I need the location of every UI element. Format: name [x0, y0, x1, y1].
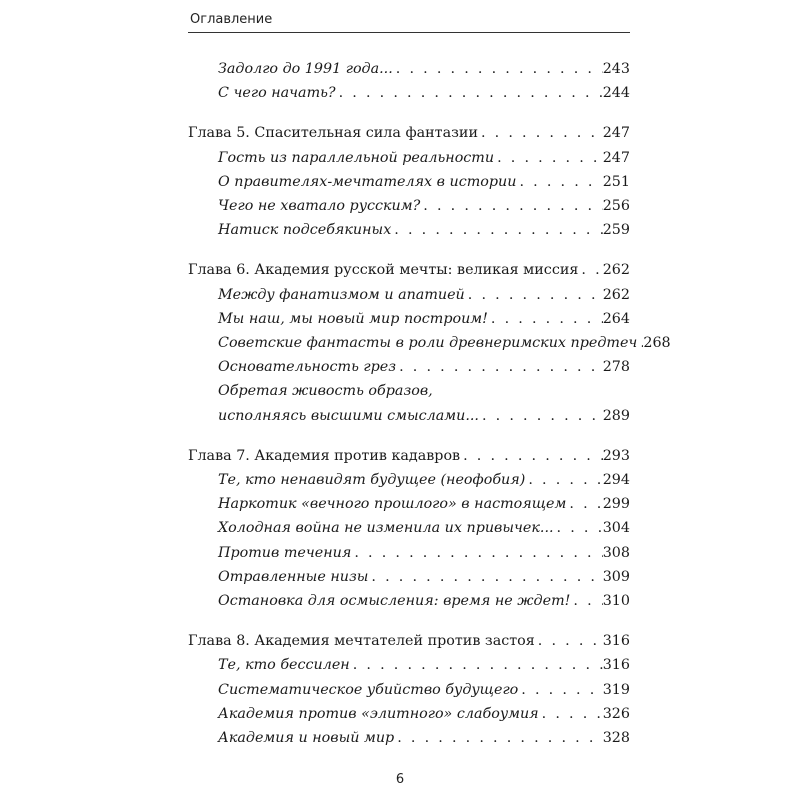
toc-chapter-group [188, 57, 630, 105]
toc-chapter-heading [188, 444, 630, 468]
toc-chapter-heading [188, 121, 630, 145]
entry-page-number: 259 [602, 222, 630, 239]
entry-title: Натиск подсебякиных [218, 222, 392, 239]
toc-entry [188, 81, 630, 105]
entry-page-number: 310 [602, 593, 630, 610]
entry-page-number: 262 [602, 286, 630, 303]
chapter-title: Глава 6. Академия русской мечты: великая миссия [188, 262, 579, 279]
dot-leader [350, 653, 603, 677]
dot-leader [368, 565, 602, 589]
toc-entry [188, 218, 630, 242]
dot-leader [516, 170, 602, 194]
toc-entry [188, 355, 630, 379]
entry-page-number: 244 [602, 85, 630, 102]
entry-title: Академия и новый мир [218, 730, 395, 747]
toc-entry [188, 702, 630, 726]
chapter-title: Глава 7. Академия против кадавров [188, 447, 461, 464]
toc-chapter-group [188, 258, 671, 427]
dot-leader [465, 283, 603, 307]
toc-entry [188, 170, 630, 194]
dot-leader [479, 404, 603, 428]
entry-title-line1: Обретая живость образов, [218, 383, 433, 400]
dot-leader [525, 468, 602, 492]
toc-entry [188, 516, 630, 540]
dot-leader [393, 57, 603, 81]
entry-title: Советские фантасты в роли древнеримских предтеч [218, 335, 638, 352]
entry-title: Остановка для осмысления: время не ждет! [218, 593, 571, 610]
dot-leader [494, 146, 603, 170]
toc-entry [188, 146, 630, 170]
dot-leader [518, 678, 602, 702]
entry-title: Мы наш, мы новый мир построим! [218, 310, 488, 327]
toc-entry [188, 194, 630, 218]
toc-entry [188, 653, 630, 677]
entry-title: Задолго до 1991 года... [218, 61, 393, 77]
entry-title: Против течения [218, 544, 352, 561]
entry-title: Основательность грез [218, 359, 397, 376]
entry-title: Те, кто ненавидят будущее (неофобия) [218, 472, 526, 489]
entry-page-number: 251 [602, 173, 630, 190]
entry-page-number: 256 [602, 198, 630, 215]
dot-leader [488, 307, 603, 331]
chapter-page-number: 293 [602, 447, 630, 464]
toc-chapter-group [188, 121, 630, 242]
entry-page-number: 247 [602, 149, 630, 166]
chapter-page-number: 316 [602, 633, 630, 650]
dot-leader [566, 492, 602, 516]
page-number: 6 [395, 772, 405, 787]
dot-leader [460, 444, 603, 468]
entry-title: С чего начать? [218, 85, 336, 102]
toc-entry [188, 492, 630, 516]
toc-entry [188, 283, 630, 307]
dot-leader [396, 355, 603, 379]
toc-entry [188, 589, 630, 613]
chapter-title: Глава 8. Академия мечтателей против застоя [188, 633, 535, 650]
entry-title: Между фанатизмом и апатией [218, 286, 465, 303]
toc-entry [188, 307, 630, 331]
table-of-contents [188, 57, 671, 766]
dot-leader [478, 121, 603, 145]
entry-title: Те, кто бессилен [218, 657, 350, 674]
toc-chapter-heading [188, 629, 630, 653]
toc-entry [188, 331, 671, 355]
entry-title: Холодная война не изменила их привычек... [218, 520, 554, 537]
toc-entry [188, 57, 630, 81]
toc-entry-line [188, 379, 630, 403]
entry-title: Гость из параллельной реальности [218, 149, 495, 166]
dot-leader [391, 218, 602, 242]
toc-entry [188, 678, 630, 702]
entry-title: Чего не хватало русским? [218, 198, 421, 215]
toc-chapter-group [188, 629, 630, 750]
entry-page-number: 304 [602, 520, 630, 537]
dot-leader [336, 81, 603, 105]
entry-page-number: 319 [602, 681, 630, 698]
entry-page-number: 268 [643, 335, 671, 352]
entry-page-number: 326 [602, 705, 630, 722]
entry-page-number: 299 [602, 496, 630, 513]
entry-page-number: 294 [602, 472, 630, 489]
entry-page-number: 243 [602, 61, 630, 77]
toc-entry [188, 404, 630, 428]
entry-page-number: 309 [602, 568, 630, 585]
header-rule [188, 32, 630, 33]
entry-page-number: 264 [602, 310, 630, 327]
dot-leader [578, 258, 602, 282]
dot-leader [535, 629, 603, 653]
chapter-title: Глава 5. Спасительная сила фантазии [188, 125, 478, 142]
toc-entry [188, 726, 630, 750]
toc-entry [188, 468, 630, 492]
entry-title: Отравленные низы [218, 568, 369, 585]
dot-leader [570, 589, 602, 613]
dot-leader [554, 516, 603, 540]
entry-title: О правителях-мечтателях в истории [218, 173, 517, 190]
dot-leader [420, 194, 602, 218]
toc-chapter-group [188, 444, 630, 613]
entry-page-number: 289 [602, 407, 630, 424]
dot-leader [539, 702, 603, 726]
toc-chapter-heading [188, 258, 630, 282]
dot-leader [351, 541, 602, 565]
entry-title: Наркотик «вечного прошлого» в настоящем [218, 496, 567, 513]
entry-page-number: 278 [602, 359, 630, 376]
running-head: Оглавление [190, 12, 273, 27]
entry-title: исполняясь высшими смыслами... [218, 407, 479, 424]
dot-leader [394, 726, 603, 750]
toc-entry [188, 541, 630, 565]
chapter-page-number: 262 [602, 262, 630, 279]
entry-page-number: 328 [602, 730, 630, 747]
chapter-page-number: 247 [602, 125, 630, 142]
entry-page-number: 316 [602, 657, 630, 674]
entry-title: Систематическое убийство будущего [218, 681, 519, 698]
toc-entry [188, 565, 630, 589]
entry-title: Академия против «элитного» слабоумия [218, 705, 539, 722]
entry-page-number: 308 [602, 544, 630, 561]
